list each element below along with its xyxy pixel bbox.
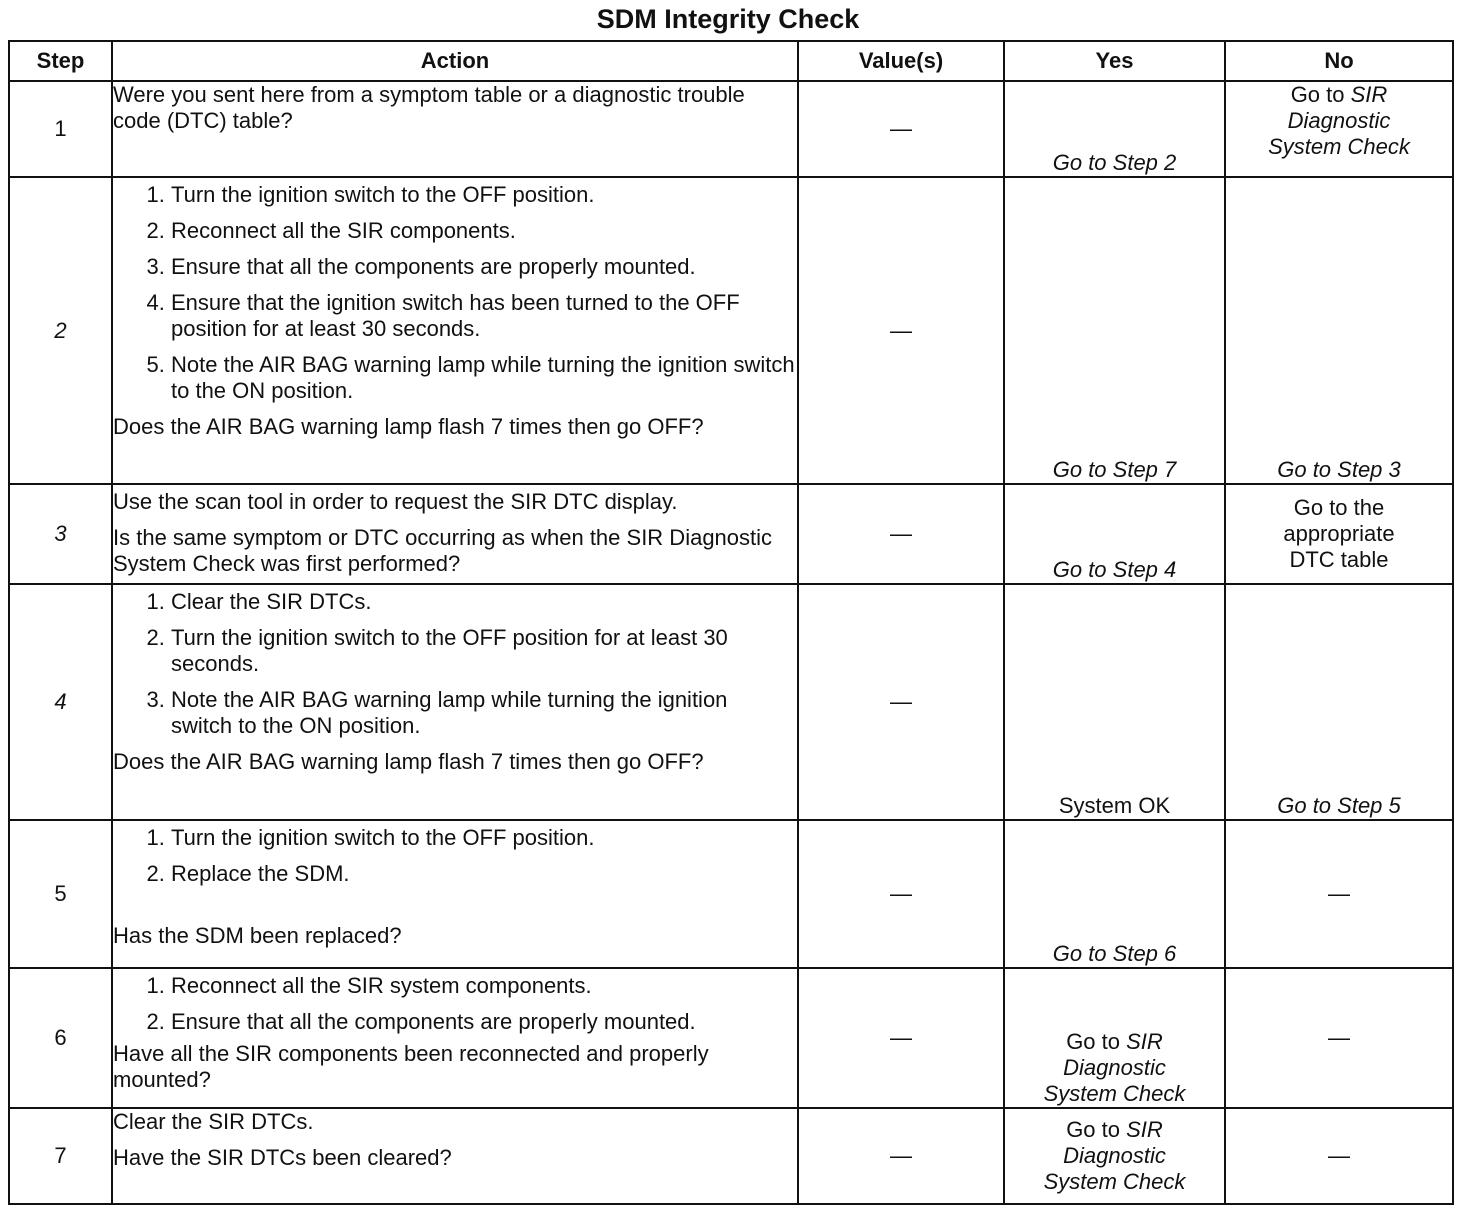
no-line [1226,82,1452,108]
value-cell: — [798,484,1004,584]
action-item: 3. Ensure that all the components are properly mounted. [171,254,797,280]
table-row [9,820,1453,968]
table-row [9,968,1453,1108]
no-cell: Go to Step 3 [1225,177,1453,484]
value-cell: — [798,584,1004,820]
sdm-integrity-table [8,40,1454,1205]
value-cell: — [798,820,1004,968]
table-row [9,1108,1453,1204]
table-row [9,484,1453,584]
no-line: Diagnostic [1287,108,1391,133]
no-cell [1225,484,1453,584]
step-number: 1 [9,81,112,177]
action-item: 1. Turn the ignition switch to the OFF position. [171,825,797,851]
yes-line: Diagnostic [1063,1143,1166,1168]
step-number: 4 [9,584,112,820]
action-text: Were you sent here from a symptom table or a diagnostic trouble code (DTC) table? [113,82,745,133]
no-cell [1225,81,1453,177]
no-cell: — [1225,1108,1453,1204]
yes-line: Diagnostic [1063,1055,1166,1080]
action-list [113,182,797,404]
yes-line: System Check [1043,1081,1186,1106]
header-yes: Yes [1004,41,1225,81]
action-text: Is the same symptom or DTC occurring as when the SIR Diagnostic System Check was first performed? [113,525,773,576]
action-cell [112,81,798,177]
page-title: SDM Integrity Check [596,4,860,34]
table-header-row [9,41,1453,81]
step-number: 3 [9,484,112,584]
yes-text: Go to [1066,1029,1120,1054]
step-number: 7 [9,1108,112,1204]
action-item: 1. Turn the ignition switch to the OFF position. [171,182,797,208]
no-cell: — [1225,968,1453,1108]
value-cell: — [798,81,1004,177]
yes-line: System Check [1043,1169,1186,1194]
no-text-italic: SIR [1350,82,1388,107]
step-number: 6 [9,968,112,1108]
no-line: System Check [1268,134,1410,159]
no-line: appropriate [1283,521,1395,546]
action-item: 3. Note the AIR BAG warning lamp while turning the ignition switch to the ON position. [171,687,757,739]
action-cell [112,177,798,484]
yes-line [1005,1117,1224,1143]
action-question: Have all the SIR components been reconnected and properly mounted? [113,1041,709,1092]
yes-line [1005,1029,1224,1055]
yes-cell: System OK [1004,584,1225,820]
value-cell: — [798,1108,1004,1204]
yes-cell [1004,968,1225,1108]
step-number: 5 [9,820,112,968]
yes-cell: Go to Step 7 [1004,177,1225,484]
action-item: 2. Reconnect all the SIR components. [171,218,797,244]
action-cell [112,584,798,820]
yes-cell: Go to Step 6 [1004,820,1225,968]
value-cell: — [798,968,1004,1108]
action-list [113,589,797,739]
yes-cell: Go to Step 2 [1004,81,1225,177]
no-cell: — [1225,820,1453,968]
yes-cell [1004,1108,1225,1204]
no-line: Go to the [1293,495,1385,520]
action-question: Does the AIR BAG warning lamp flash 7 times then go OFF? [113,749,704,774]
no-cell: Go to Step 5 [1225,584,1453,820]
table-row [9,584,1453,820]
action-list [113,973,797,1035]
table-row [9,177,1453,484]
yes-cell: Go to Step 4 [1004,484,1225,584]
header-action: Action [112,41,798,81]
action-text: Use the scan tool in order to request the SIR DTC display. [113,489,678,514]
step-number: 2 [9,177,112,484]
yes-text-italic: SIR [1126,1117,1163,1142]
no-text: Go to [1290,82,1345,107]
action-question: Does the AIR BAG warning lamp flash 7 times then go OFF? [113,414,704,439]
action-question: Has the SDM been replaced? [113,923,402,948]
action-item: 5. Note the AIR BAG warning lamp while turning the ignition switch to the ON position. [171,352,797,404]
action-text: Clear the SIR DTCs. [113,1109,314,1134]
action-item: 1. Clear the SIR DTCs. [171,589,757,615]
action-cell [112,968,798,1108]
action-item: 2. Ensure that all the components are properly mounted. [171,1009,797,1035]
action-text: Have the SIR DTCs been cleared? [113,1145,452,1170]
no-line: DTC table [1289,547,1389,572]
action-list [113,825,797,887]
header-values: Value(s) [798,41,1004,81]
action-item: 1. Reconnect all the SIR system components. [171,973,797,999]
header-step: Step [9,41,112,81]
action-item: 4. Ensure that the ignition switch has been turned to the OFF position for at least 30 seconds. [171,290,797,342]
action-item: 2. Turn the ignition switch to the OFF position for at least 30 seconds. [171,625,757,677]
yes-text: Go to [1066,1117,1120,1142]
value-cell: — [798,177,1004,484]
action-cell [112,484,798,584]
table-row [9,81,1453,177]
action-cell [112,820,798,968]
action-cell [112,1108,798,1204]
yes-text-italic: SIR [1126,1029,1163,1054]
action-item: 2. Replace the SDM. [171,861,797,887]
header-no: No [1225,41,1453,81]
